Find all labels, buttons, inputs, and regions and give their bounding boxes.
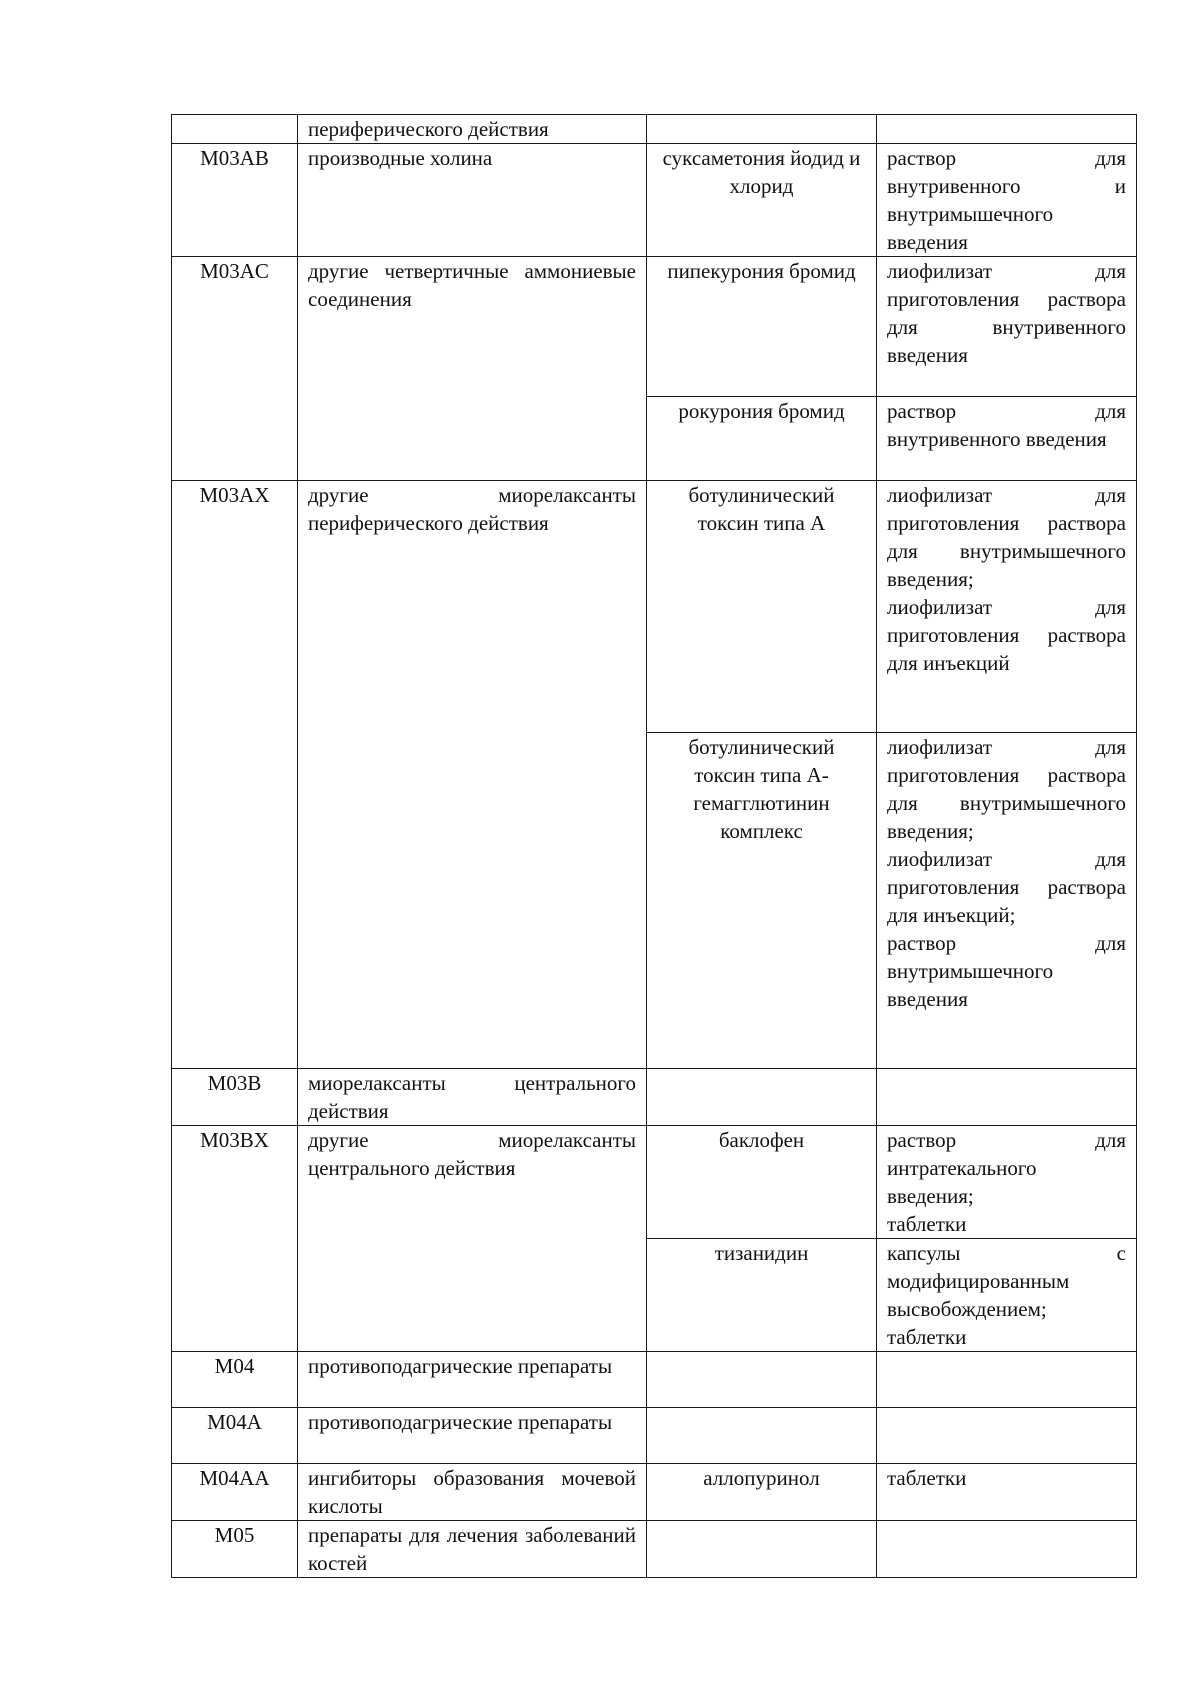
atc-group-cell: противоподагрические препараты <box>298 1352 647 1408</box>
atc-group-cell: противоподагрические препараты <box>298 1408 647 1464</box>
dosage-form-cell <box>877 1352 1137 1408</box>
atc-code-cell: M04A <box>172 1408 298 1464</box>
dosage-form-cell <box>877 1239 1137 1352</box>
dosage-form-line: лиофилизат для приготовления раствора для инъекций; <box>887 847 1126 927</box>
dosage-form-cell <box>877 481 1137 733</box>
atc-code-cell: M05 <box>172 1521 298 1578</box>
drug-classification-table <box>171 114 1137 1578</box>
dosage-form-line: таблетки <box>887 1325 967 1349</box>
atc-group-cell: другие миорелаксанты периферического действия <box>298 481 647 1069</box>
dosage-form-cell <box>877 1521 1137 1578</box>
atc-group-cell: периферического действия <box>298 115 647 144</box>
drug-name-cell: суксаметония йодид и хлорид <box>647 144 877 257</box>
dosage-form-cell <box>877 1126 1137 1239</box>
table-row <box>172 257 1137 397</box>
table-row <box>172 115 1137 144</box>
atc-code-cell: M03B <box>172 1069 298 1126</box>
atc-code-cell: M04 <box>172 1352 298 1408</box>
drug-name-cell: аллопуринол <box>647 1464 877 1521</box>
table-row <box>172 1126 1137 1239</box>
drug-name-cell <box>647 1521 877 1578</box>
dosage-form-line: лиофилизат для приготовления раствора для внутримышечного введения; <box>887 483 1126 591</box>
atc-code-cell: M03BX <box>172 1126 298 1352</box>
drug-name-cell: рокурония бромид <box>647 397 877 481</box>
dosage-form-line: раствор для внутримышечного введения <box>887 931 1126 1011</box>
drug-name-cell <box>647 1069 877 1126</box>
dosage-form-line: таблетки <box>887 1212 967 1236</box>
table-row <box>172 1464 1137 1521</box>
table-row <box>172 1352 1137 1408</box>
table-row <box>172 1521 1137 1578</box>
dosage-form-cell <box>877 1069 1137 1126</box>
dosage-form-cell: лиофилизат для приготовления раствора для внутривенного введения <box>877 257 1137 397</box>
dosage-form-cell: раствор для внутривенного введения <box>877 397 1137 481</box>
table-row <box>172 144 1137 257</box>
drug-name-cell: баклофен <box>647 1126 877 1239</box>
dosage-form-line: капсулы с модифицированным высвобождением; <box>887 1241 1126 1321</box>
dosage-form-cell <box>877 1408 1137 1464</box>
drug-name-cell <box>647 115 877 144</box>
atc-code-cell: M03AX <box>172 481 298 1069</box>
dosage-form-cell <box>877 115 1137 144</box>
atc-group-cell: другие четвертичные аммониевые соединения <box>298 257 647 481</box>
dosage-form-cell: таблетки <box>877 1464 1137 1521</box>
atc-code-cell <box>172 115 298 144</box>
drug-name-cell: ботулинический токсин типа A <box>647 481 877 733</box>
dosage-form-line: раствор для интратекального введения; <box>887 1128 1126 1208</box>
dosage-form-cell <box>877 733 1137 1069</box>
drug-name-cell <box>647 1408 877 1464</box>
drug-name-cell: пипекурония бромид <box>647 257 877 397</box>
dosage-form-line: лиофилизат для приготовления раствора для внутримышечного введения; <box>887 735 1126 843</box>
table-row <box>172 481 1137 733</box>
atc-group-cell: ингибиторы образования мочевой кислоты <box>298 1464 647 1521</box>
dosage-form-cell: раствор для внутривенного и внутримышечного введения <box>877 144 1137 257</box>
drug-name-cell: ботулинический токсин типа A-гемагглютинин комплекс <box>647 733 877 1069</box>
dosage-form-line: лиофилизат для приготовления раствора для инъекций <box>887 595 1126 675</box>
drug-name-cell: тизанидин <box>647 1239 877 1352</box>
atc-group-cell: другие миорелаксанты центрального действия <box>298 1126 647 1352</box>
drug-name-cell <box>647 1352 877 1408</box>
atc-code-cell: M04AA <box>172 1464 298 1521</box>
atc-group-cell: препараты для лечения заболеваний костей <box>298 1521 647 1578</box>
table-row <box>172 1408 1137 1464</box>
atc-code-cell: M03AB <box>172 144 298 257</box>
table-row <box>172 1069 1137 1126</box>
atc-group-cell: производные холина <box>298 144 647 257</box>
atc-code-cell: M03AC <box>172 257 298 481</box>
atc-group-cell: миорелаксанты центрального действия <box>298 1069 647 1126</box>
